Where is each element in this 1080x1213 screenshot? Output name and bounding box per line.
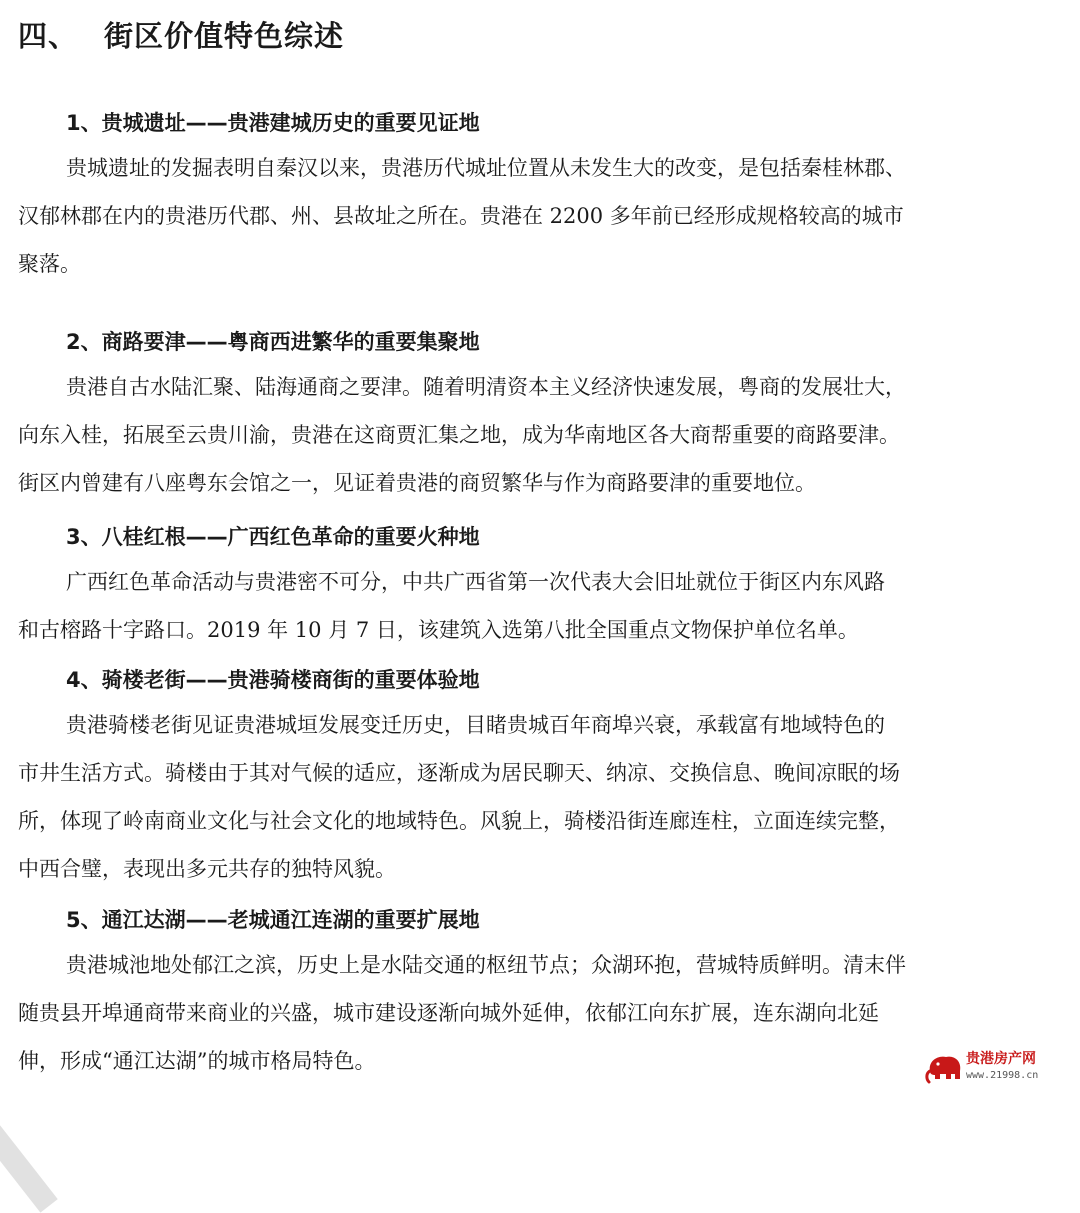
section-body [18,144,1060,288]
body-line: 向东入桂，拓展至云贵川渝，贵港在这商贾汇集之地，成为华南地区各大商帮重要的商路要津。 [18,423,900,447]
body-line: 贵港自古水陆汇聚、陆海通商之要津。随着明清资本主义经济快速发展，粤商的发展壮大， [66,375,906,399]
watermark-url: www.21998.cn [966,1070,1039,1081]
body-line: 伸，形成“通江达湖”的城市格局特色。 [18,1049,376,1073]
section-1 [0,106,1080,288]
main-heading [18,14,344,58]
body-line: 市井生活方式。骑楼由于其对气候的适应，逐渐成为居民聊天、纳凉、交换信息、晚间凉眠的场 [18,761,900,785]
body-line: 聚落。 [18,252,81,276]
section-heading: 4、骑楼老街——贵港骑楼商街的重要体验地 [66,668,480,692]
body-line: 贵港骑楼老街见证贵港城垣发展变迁历史，目睹贵城百年商埠兴衰，承载富有地域特色的 [66,713,885,737]
body-line: 随贵县开埠通商带来商业的兴盛，城市建设逐渐向城外延伸，依郁江向东扩展，连东湖向北延 [18,1001,879,1025]
section-5 [0,903,1080,1085]
body-line: 贵城遗址的发掘表明自秦汉以来，贵港历代城址位置从未发生大的改变，是包括秦桂林郡、 [66,156,906,180]
section-body [18,941,1060,1085]
body-line: 贵港城池地处郁江之滨，历史上是水陆交通的枢纽节点；众湖环抱，营城特质鲜明。清末伴 [66,953,906,977]
body-line: 汉郁林郡在内的贵港历代郡、州、县故址之所在。贵港在 2200 多年前已经形成规格较高的城市 [18,204,904,228]
body-line: 广西红色革命活动与贵港密不可分，中共广西省第一次代表大会旧址就位于街区内东风路 [66,570,885,594]
section-heading: 5、通江达湖——老城通江连湖的重要扩展地 [66,908,480,932]
section-3 [0,520,1080,654]
elephant-icon [924,1051,964,1085]
section-body [18,701,1060,893]
watermark-site-name: 贵港房产网 [966,1051,1036,1067]
body-line: 街区内曾建有八座粤东会馆之一，见证着贵港的商贸繁华与作为商路要津的重要地位。 [18,471,816,495]
body-line: 所，体现了岭南商业文化与社会文化的地域特色。风貌上，骑楼沿街连廊连柱，立面连续完整， [18,809,900,833]
section-2 [0,325,1080,507]
body-line: 中西合璧，表现出多元共存的独特风貌。 [18,857,396,881]
section-body [18,363,1060,507]
section-heading: 3、八桂红根——广西红色革命的重要火种地 [66,525,480,549]
main-heading-number: 四、 [18,19,79,53]
section-body [18,558,1060,654]
section-heading: 2、商路要津——粤商西进繁华的重要集聚地 [66,330,480,354]
watermark-logo [924,1050,1074,1086]
main-heading-title: 街区价值特色综述 [104,19,345,53]
body-line: 和古榕路十字路口。2019 年 10 月 7 日，该建筑入选第八批全国重点文物保护单位名单。 [18,618,859,642]
section-4 [0,663,1080,893]
section-heading: 1、贵城遗址——贵港建城历史的重要见证地 [66,111,480,135]
